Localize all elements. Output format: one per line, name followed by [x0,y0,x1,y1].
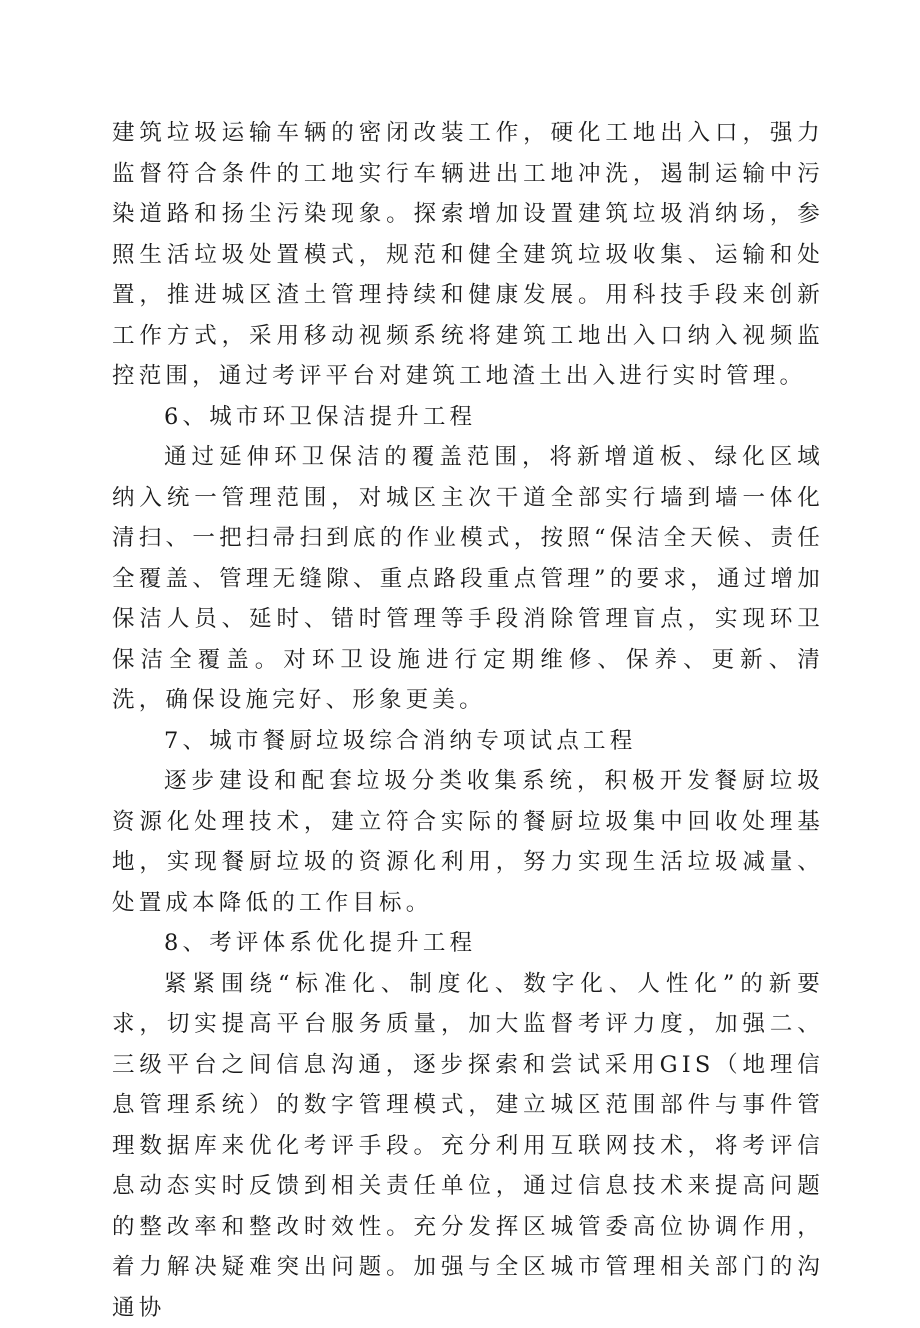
paragraph-construction-waste: 建筑垃圾运输车辆的密闭改装工作，硬化工地出入口，强力监督符合条件的工地实行车辆进出工地冲洗，遏制运输中污染道路和扬尘污染现象。探索增加设置建筑垃圾消纳场，参照生活垃圾处置模式，规范和健全建筑垃圾收集、运输和处置，推进城区渣土管理持续和健康发展。用科技手段来创新工作方式，采用移动视频系统将建筑工地出入口纳入视频监控范围，通过考评平台对建筑工地渣土出入进行实时管理。 [112,113,824,397]
paragraph-sanitation-cleaning: 通过延伸环卫保洁的覆盖范围，将新增道板、绿化区域纳入统一管理范围，对城区主次干道全部实行墙到墙一体化清扫、一把扫帚扫到底的作业模式，按照“保洁全天候、责任全覆盖、管理无缝隙、重点路段重点管理”的要求，通过增加保洁人员、延时、错时管理等手段消除管理盲点，实现环卫保洁全覆盖。对环卫设施进行定期维修、保养、更新、清洗，确保设施完好、形象更美。 [112,437,824,721]
heading-sanitation-cleaning: 6、城市环卫保洁提升工程 [112,397,824,438]
paragraph-evaluation-system: 紧紧围绕“标准化、制度化、数字化、人性化”的新要求，切实提高平台服务质量，加大监督考评力度，加强二、三级平台之间信息沟通，逐步探索和尝试采用GIS（地理信息管理系统）的数字管理模式，建立城区范围部件与事件管理数据库来优化考评手段。充分利用互联网技术，将考评信息动态实时反馈到相关责任单位，通过信息技术来提高问题的整改率和整改时效性。充分发挥区城管委高位协调作用，着力解决疑难突出问题。加强与全区城市管理相关部门的沟通协 [112,964,824,1328]
paragraph-kitchen-waste: 逐步建设和配套垃圾分类收集系统，积极开发餐厨垃圾资源化处理技术，建立符合实际的餐厨垃圾集中回收处理基地，实现餐厨垃圾的资源化利用，努力实现生活垃圾减量、处置成本降低的工作目标。 [112,761,824,923]
document-body [112,113,824,1328]
heading-kitchen-waste: 7、城市餐厨垃圾综合消纳专项试点工程 [112,721,824,762]
heading-evaluation-system: 8、考评体系优化提升工程 [112,923,824,964]
